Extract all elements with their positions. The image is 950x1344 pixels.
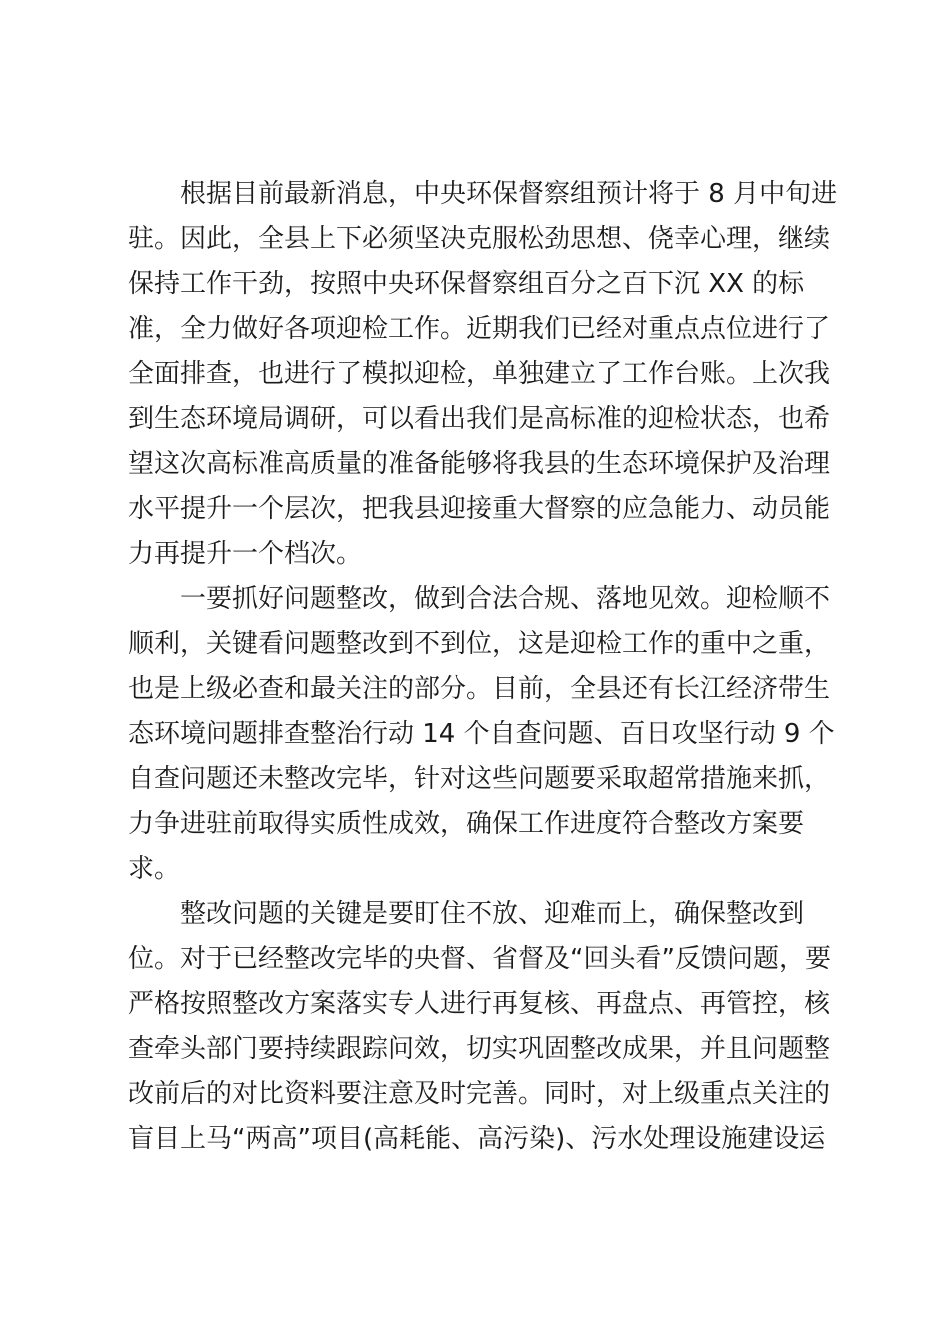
paragraph-line: 全面排查，也进行了模拟迎检，单独建立了工作台账。上次我 bbox=[128, 359, 831, 389]
paragraph-line: 盲目上马“两高”项目(高耗能、高污染)、污水处理设施建设运 bbox=[128, 1124, 826, 1154]
paragraph-line: 力再提升一个档次。 bbox=[128, 539, 363, 569]
paragraph-line: 整改问题的关键是要盯住不放、迎难而上，确保整改到 bbox=[180, 899, 805, 929]
paragraph-line: 态环境问题排查整治行动 14 个自查问题、百日攻坚行动 9 个 bbox=[128, 719, 835, 749]
paragraph-line: 求。 bbox=[128, 854, 181, 884]
paragraph-2 bbox=[128, 577, 835, 892]
paragraph-line: 力争进驻前取得实质性成效，确保工作进度符合整改方案要 bbox=[128, 809, 805, 839]
paragraph-line: 到生态环境局调研，可以看出我们是高标准的迎检状态，也希 bbox=[128, 404, 831, 434]
paragraph-line: 顺利，关键看问题整改到不到位，这是迎检工作的重中之重， bbox=[128, 629, 831, 659]
paragraph-3 bbox=[128, 892, 831, 1162]
paragraph-line: 驻。因此，全县上下必须坚决克服松劲思想、侥幸心理，继续 bbox=[128, 224, 831, 254]
paragraph-line: 严格按照整改方案落实专人进行再复核、再盘点、再管控，核 bbox=[128, 989, 831, 1019]
paragraph-line: 位。对于已经整改完毕的央督、省督及“回头看”反馈问题，要 bbox=[128, 944, 831, 974]
paragraph-line: 望这次高标准高质量的准备能够将我县的生态环境保护及治理 bbox=[128, 449, 831, 479]
paragraph-line: 准，全力做好各项迎检工作。近期我们已经对重点点位进行了 bbox=[128, 314, 831, 344]
paragraph-line: 也是上级必查和最关注的部分。目前，全县还有长江经济带生 bbox=[128, 674, 831, 704]
paragraph-1 bbox=[128, 172, 838, 577]
paragraph-line: 自查问题还未整改完毕，针对这些问题要采取超常措施来抓， bbox=[128, 764, 831, 794]
paragraph-line: 改前后的对比资料要注意及时完善。同时，对上级重点关注的 bbox=[128, 1079, 831, 1109]
paragraph-line: 一要抓好问题整改，做到合法合规、落地见效。迎检顺不 bbox=[180, 584, 831, 614]
paragraph-line: 保持工作干劲，按照中央环保督察组百分之百下沉 XX 的标 bbox=[128, 269, 805, 299]
body-text bbox=[128, 172, 838, 1162]
paragraph-line: 查牵头部门要持续跟踪问效，切实巩固整改成果，并且问题整 bbox=[128, 1034, 831, 1064]
paragraph-line: 水平提升一个层次，把我县迎接重大督察的应急能力、动员能 bbox=[128, 494, 831, 524]
paragraph-line: 根据目前最新消息，中央环保督察组预计将于 8 月中旬进 bbox=[180, 179, 838, 209]
